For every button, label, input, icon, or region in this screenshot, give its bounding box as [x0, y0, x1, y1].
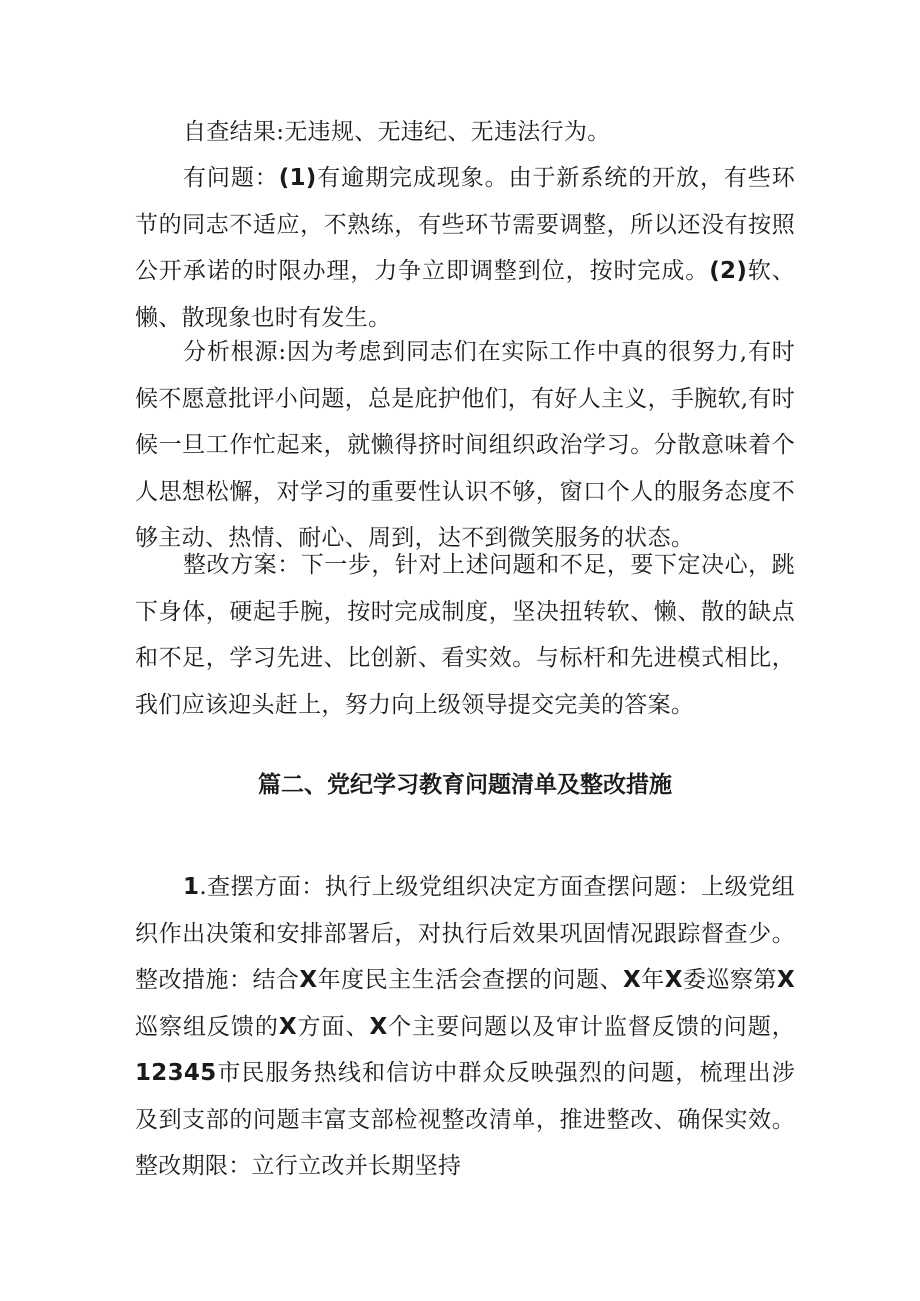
bold-run: X [278, 1013, 297, 1040]
text-run: 市民服务热线和信访中群众反映强烈的问题，梳理出涉及到支部的问题丰富支部检视整改清单，推进整改、确保实效。整改期限：立行立改并长期坚持 [135, 1060, 795, 1179]
text-run: 有逾期完成现象。由于新系统的开放，有些环节的同志不适应，不熟练，有些环节需要调整，所以还没有按照公开承诺的时限办理，力争立即调整到位，按时完成。 [135, 165, 796, 284]
paragraph-item-1 [135, 864, 795, 1190]
text-run: 分析根源:因为考虑到同志们在实际工作中真的很努力,有时候不愿意批评小问题，总是庇护他们，有好人主义，手腕软,有时候一旦工作忙起来，就懒得挤时间组织政治学习。分散意味着个人思想松懈，对学习的重要性认识不够，窗口个人的服务态度不够主动、热情、耐心、周到，达不到微笑服务的状态。 [135, 339, 796, 551]
paragraph-root-cause [135, 329, 795, 562]
bold-run: X [664, 967, 683, 993]
text-run: .查摆方面：执行上级党组织决定方面查摆问题：上级党组织作出决策和安排部署后，对执行后效果巩固情况跟踪督查少。整改措施：结合 [135, 874, 795, 993]
text-run: 委巡察第 [682, 967, 777, 993]
bold-run: X [776, 967, 795, 993]
text-run: 年 [641, 967, 665, 993]
bold-run: (1) [278, 165, 317, 191]
text-run: 整改方案：下一步，针对上述问题和不足，要下定决心，跳下身体，硬起手腕，按时完成制度，坚决扭转软、懒、散的缺点和不足，学习先进、比创新、看实效。与标杆和先进模式相比，我们应该迎头赶上，努力向上级领导提交完美的答案。 [135, 552, 795, 718]
paragraph-problems [135, 155, 795, 341]
text-run: 年度民主生活会查摆的问题、 [317, 967, 624, 993]
text-run: 巡察组反馈的 [135, 1013, 279, 1040]
text-run: 方面、 [296, 1013, 370, 1040]
text-run: 个主要问题以及审计监督反馈的问题， [387, 1013, 795, 1040]
bold-run: X [299, 967, 318, 993]
bold-run: 12345 [135, 1060, 217, 1086]
text-run: 自查结果:无违规、无违纪、无违法行为。 [183, 119, 611, 145]
bold-run: (2) [709, 258, 748, 284]
paragraph-self-check-result [135, 109, 795, 156]
paragraph-rectification-plan [135, 542, 795, 728]
bold-run: X [369, 1013, 388, 1040]
text-run: 软、懒、散现象也时有发生。 [135, 258, 795, 331]
bold-run: 1 [183, 874, 200, 900]
text-run: 有问题： [183, 165, 279, 191]
bold-run: X [623, 967, 642, 993]
section-title: 篇二、党纪学习教育问题清单及整改措施 [258, 772, 672, 798]
